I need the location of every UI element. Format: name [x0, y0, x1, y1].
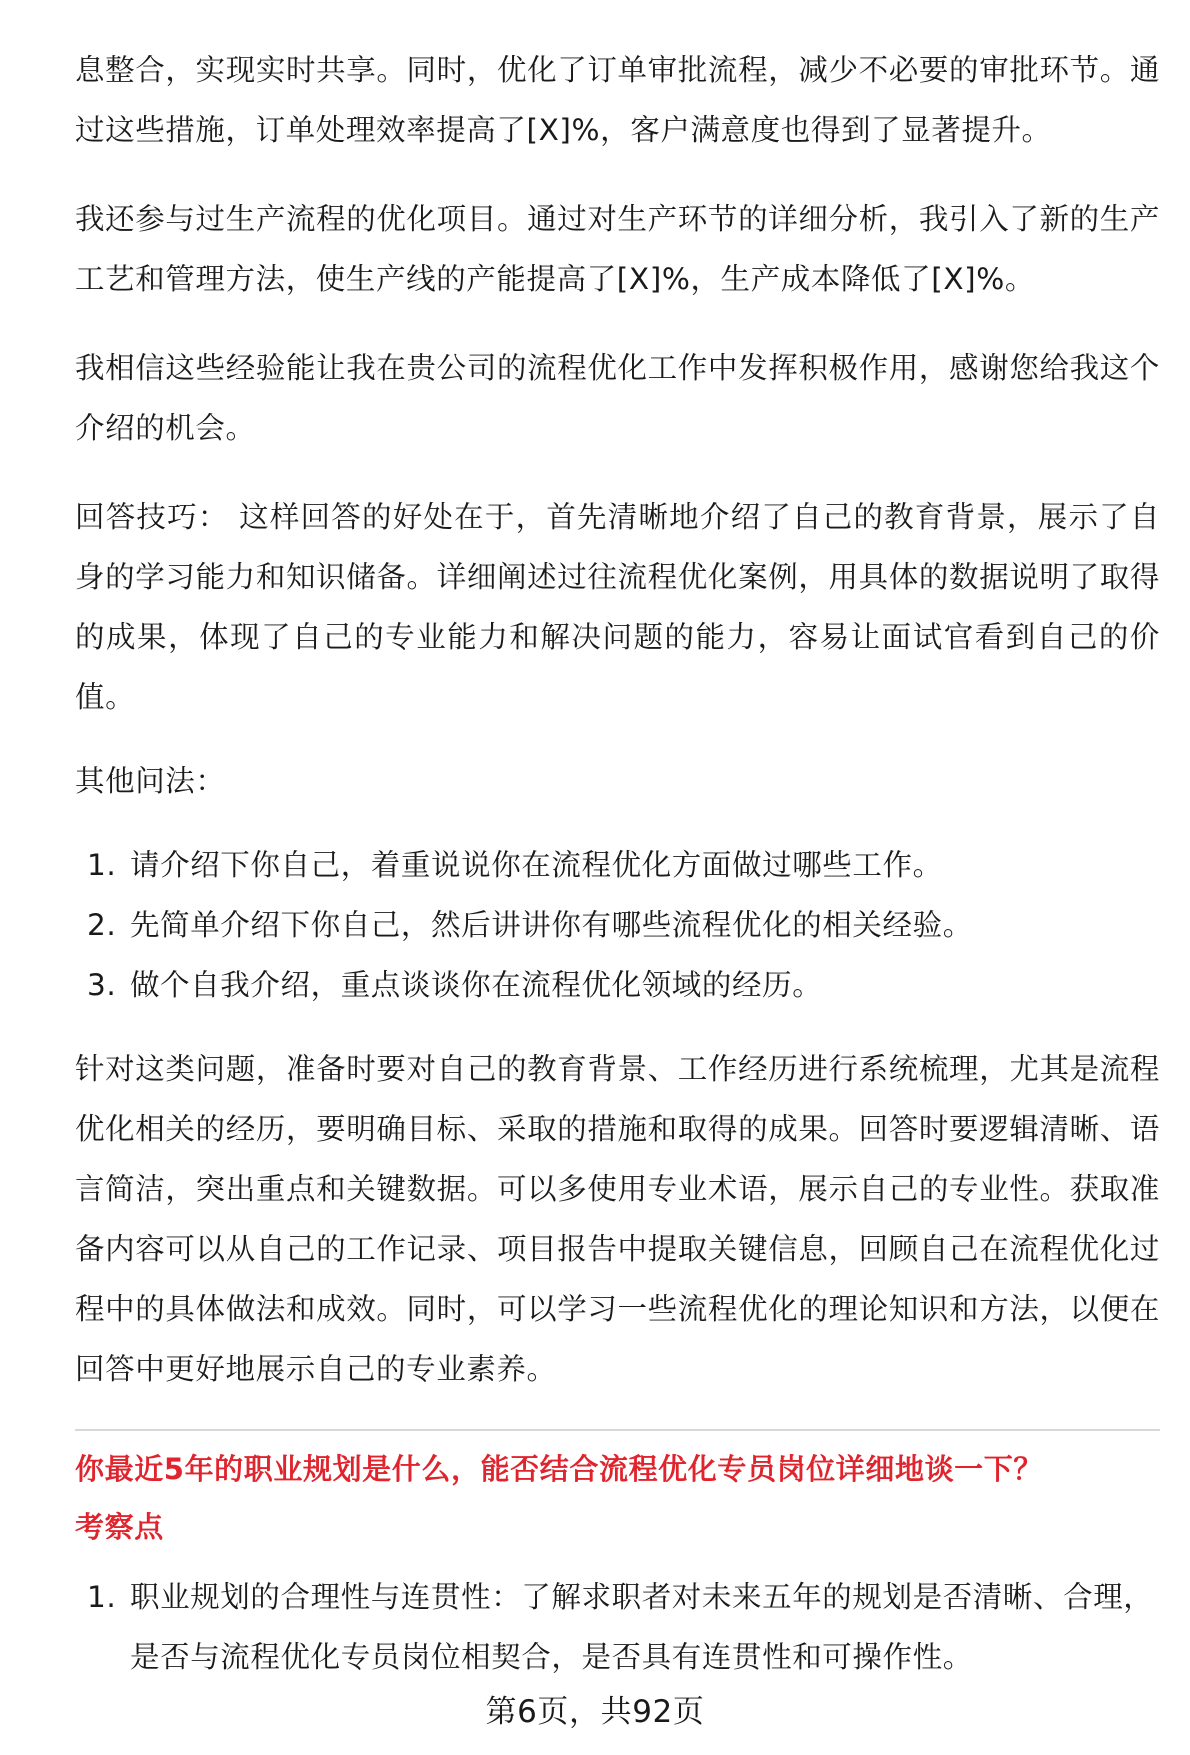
- list-item: [75, 955, 1160, 1015]
- list-number: 1.: [87, 1580, 117, 1614]
- list-text: 职业规划的合理性与连贯性：了解求职者对未来五年的规划是否清晰、合理，是否与流程优化专员岗位相契合，是否具有连贯性和可操作性。: [130, 1580, 1154, 1674]
- list-number: 2.: [87, 908, 117, 942]
- list-number: 1.: [87, 848, 117, 882]
- list-text: 先简单介绍下你自己，然后讲讲你有哪些流程优化的相关经验。: [130, 908, 973, 942]
- other-questions-heading: 其他问法：: [75, 764, 226, 798]
- section-divider: [75, 1429, 1160, 1431]
- list-text: 请介绍下你自己，着重说说你在流程优化方面做过哪些工作。: [130, 848, 943, 882]
- paragraph-answer-tips: 回答技巧： 这样回答的好处在于，首先清晰地介绍了自己的教育背景，展示了自身的学习能力和知识储备。详细阐述过往流程优化案例，用具体的数据说明了取得的成果，体现了自己的专业能力和解决问题的能力，容易让面试官看到自己的价值。: [75, 500, 1160, 714]
- list-number: 3.: [87, 968, 117, 1002]
- paragraph-order-process: 息整合，实现实时共享。同时，优化了订单审批流程，减少不必要的审批环节。通过这些措施，订单处理效率提高了[X]%，客户满意度也得到了显著提升。: [75, 53, 1160, 147]
- assessment-points-heading: 考察点: [75, 1510, 164, 1544]
- document-page: [75, 40, 1160, 1687]
- paragraph-closing: 我相信这些经验能让我在贵公司的流程优化工作中发挥积极作用，感谢您给我这个介绍的机会。: [75, 351, 1160, 445]
- list-item: [75, 895, 1160, 955]
- paragraph-preparation-advice: 针对这类问题，准备时要对自己的教育背景、工作经历进行系统梳理，尤其是流程优化相关的经历，要明确目标、采取的措施和取得的成果。回答时要逻辑清晰、语言简洁，突出重点和关键数据。可以多使用专业术语，展示自己的专业性。获取准备内容可以从自己的工作记录、项目报告中提取关键信息，回顾自己在流程优化过程中的具体做法和成效。同时，可以学习一些流程优化的理论知识和方法，以便在回答中更好地展示自己的专业素养。: [75, 1052, 1160, 1386]
- page-footer: 第6页，共92页: [485, 1694, 705, 1730]
- other-questions-list: [75, 835, 1160, 1015]
- paragraph-production-optimization: 我还参与过生产流程的优化项目。通过对生产环节的详细分析，我引入了新的生产工艺和管理方法，使生产线的产能提高了[X]%，生产成本降低了[X]%。: [75, 202, 1160, 296]
- question-title: 你最近5年的职业规划是什么，能否结合流程优化专员岗位详细地谈一下？: [75, 1452, 1043, 1486]
- list-item: [75, 1567, 1160, 1687]
- list-item: [75, 835, 1160, 895]
- list-text: 做个自我介绍，重点谈谈你在流程优化领域的经历。: [130, 968, 823, 1002]
- assessment-points-list: [75, 1567, 1160, 1687]
